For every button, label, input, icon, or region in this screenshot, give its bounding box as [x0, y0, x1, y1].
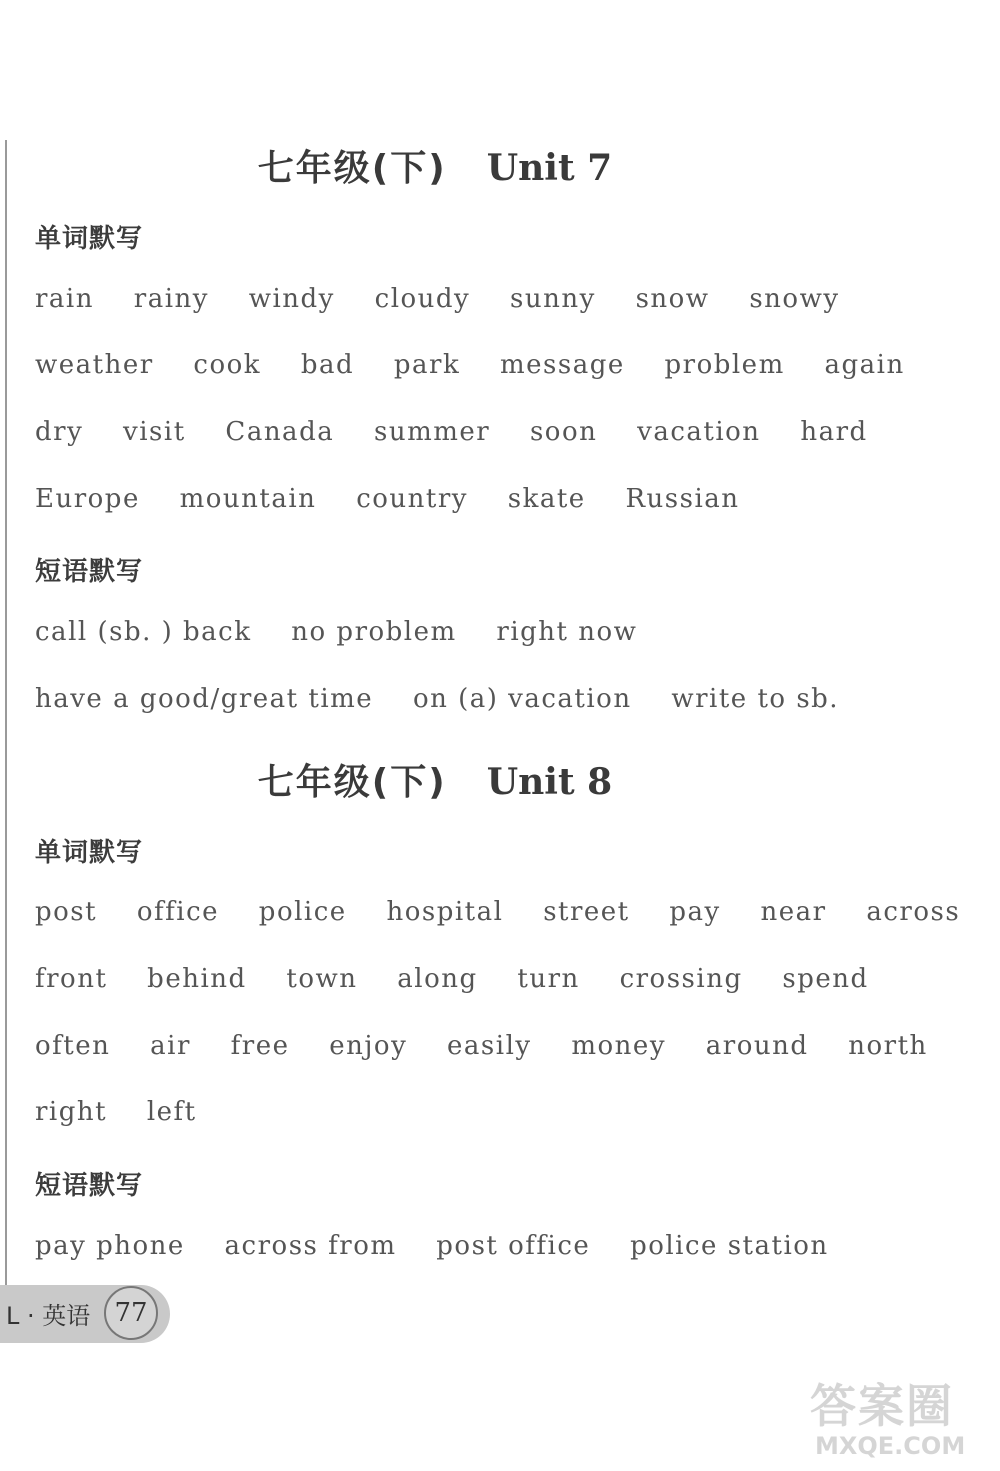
word: police	[258, 897, 347, 927]
unit-7-title	[0, 140, 870, 191]
word: often	[35, 1031, 111, 1061]
page-number: 77	[104, 1286, 158, 1340]
unit-8-word-line-4	[35, 1097, 227, 1127]
watermark-site: MXQE.COM	[815, 1432, 966, 1460]
word: left	[146, 1097, 197, 1127]
phrase: on (a) vacation	[412, 684, 632, 714]
word: bad	[300, 350, 355, 380]
phrase: pay phone	[35, 1231, 185, 1261]
unit-8-word-line-1	[35, 897, 990, 927]
unit-7-phrase-line-2	[35, 684, 869, 714]
word: snow	[635, 284, 710, 314]
unit-7-word-heading: 单词默写	[35, 224, 144, 254]
word: crossing	[619, 964, 743, 994]
word: pay	[669, 897, 721, 927]
unit-8-phrase-heading: 短语默写	[35, 1171, 144, 1201]
unit-8-title	[0, 754, 870, 805]
phrase: write to sb.	[671, 684, 840, 714]
word: skate	[507, 484, 586, 514]
unit-7-word-line-2	[35, 350, 935, 380]
word: money	[571, 1031, 667, 1061]
word: summer	[373, 417, 491, 447]
word: enjoy	[329, 1031, 408, 1061]
word: right	[35, 1097, 108, 1127]
phrase: post office	[436, 1231, 591, 1261]
word: Canada	[225, 417, 335, 447]
word: spend	[782, 964, 869, 994]
phrase: call (sb. ) back	[35, 617, 252, 647]
phrase: no problem	[291, 617, 457, 647]
watermark-logo-text: 答案圈	[810, 1379, 954, 1433]
word: across	[866, 897, 961, 927]
footer-subject: L · 英语	[6, 1302, 91, 1330]
unit-8-name: Unit 8	[486, 761, 613, 803]
word: cook	[193, 350, 262, 380]
word: hard	[800, 417, 868, 447]
unit-8-word-line-2	[35, 964, 899, 994]
word: turn	[517, 964, 580, 994]
word: dry	[35, 417, 84, 447]
word: message	[499, 350, 625, 380]
word: sunny	[510, 284, 596, 314]
page-margin-rule	[5, 140, 7, 1320]
word: street	[543, 897, 630, 927]
word: free	[230, 1031, 290, 1061]
word: weather	[35, 350, 154, 380]
unit-7-phrase-heading: 短语默写	[35, 557, 144, 587]
word: vacation	[637, 417, 761, 447]
word: around	[705, 1031, 809, 1061]
word: post	[35, 897, 98, 927]
word: rain	[35, 284, 94, 314]
unit-8-word-heading: 单词默写	[35, 838, 144, 868]
unit-7-word-line-4	[35, 484, 770, 514]
word: problem	[664, 350, 785, 380]
word: again	[824, 350, 905, 380]
word: Europe	[35, 484, 140, 514]
word: air	[150, 1031, 191, 1061]
word: near	[760, 897, 827, 927]
word: Russian	[625, 484, 740, 514]
word: park	[393, 350, 461, 380]
unit-7-word-line-1	[35, 284, 870, 314]
unit-8-phrase-line-1	[35, 1231, 859, 1261]
word: windy	[248, 284, 335, 314]
unit-7-phrase-line-1	[35, 617, 667, 647]
word: office	[136, 897, 220, 927]
unit-8-word-line-3	[35, 1031, 958, 1061]
word: soon	[529, 417, 598, 447]
phrase: have a good/great time	[35, 684, 374, 714]
watermark-logo	[810, 1370, 995, 1465]
word: north	[848, 1031, 928, 1061]
word: behind	[147, 964, 247, 994]
unit-7-name: Unit 7	[486, 147, 613, 189]
word: country	[356, 484, 468, 514]
word: town	[286, 964, 358, 994]
word: visit	[123, 417, 186, 447]
phrase: police station	[630, 1231, 829, 1261]
word: hospital	[386, 897, 504, 927]
unit-7-grade: 七年级(下)	[257, 148, 447, 189]
word: cloudy	[374, 284, 471, 314]
word: front	[35, 964, 108, 994]
phrase: right now	[496, 617, 638, 647]
unit-8-grade: 七年级(下)	[257, 762, 447, 803]
word: rainy	[133, 284, 209, 314]
unit-7-word-line-3	[35, 417, 898, 447]
word: along	[397, 964, 478, 994]
word: easily	[447, 1031, 532, 1061]
word: snowy	[749, 284, 840, 314]
phrase: across from	[224, 1231, 397, 1261]
word: mountain	[179, 484, 317, 514]
